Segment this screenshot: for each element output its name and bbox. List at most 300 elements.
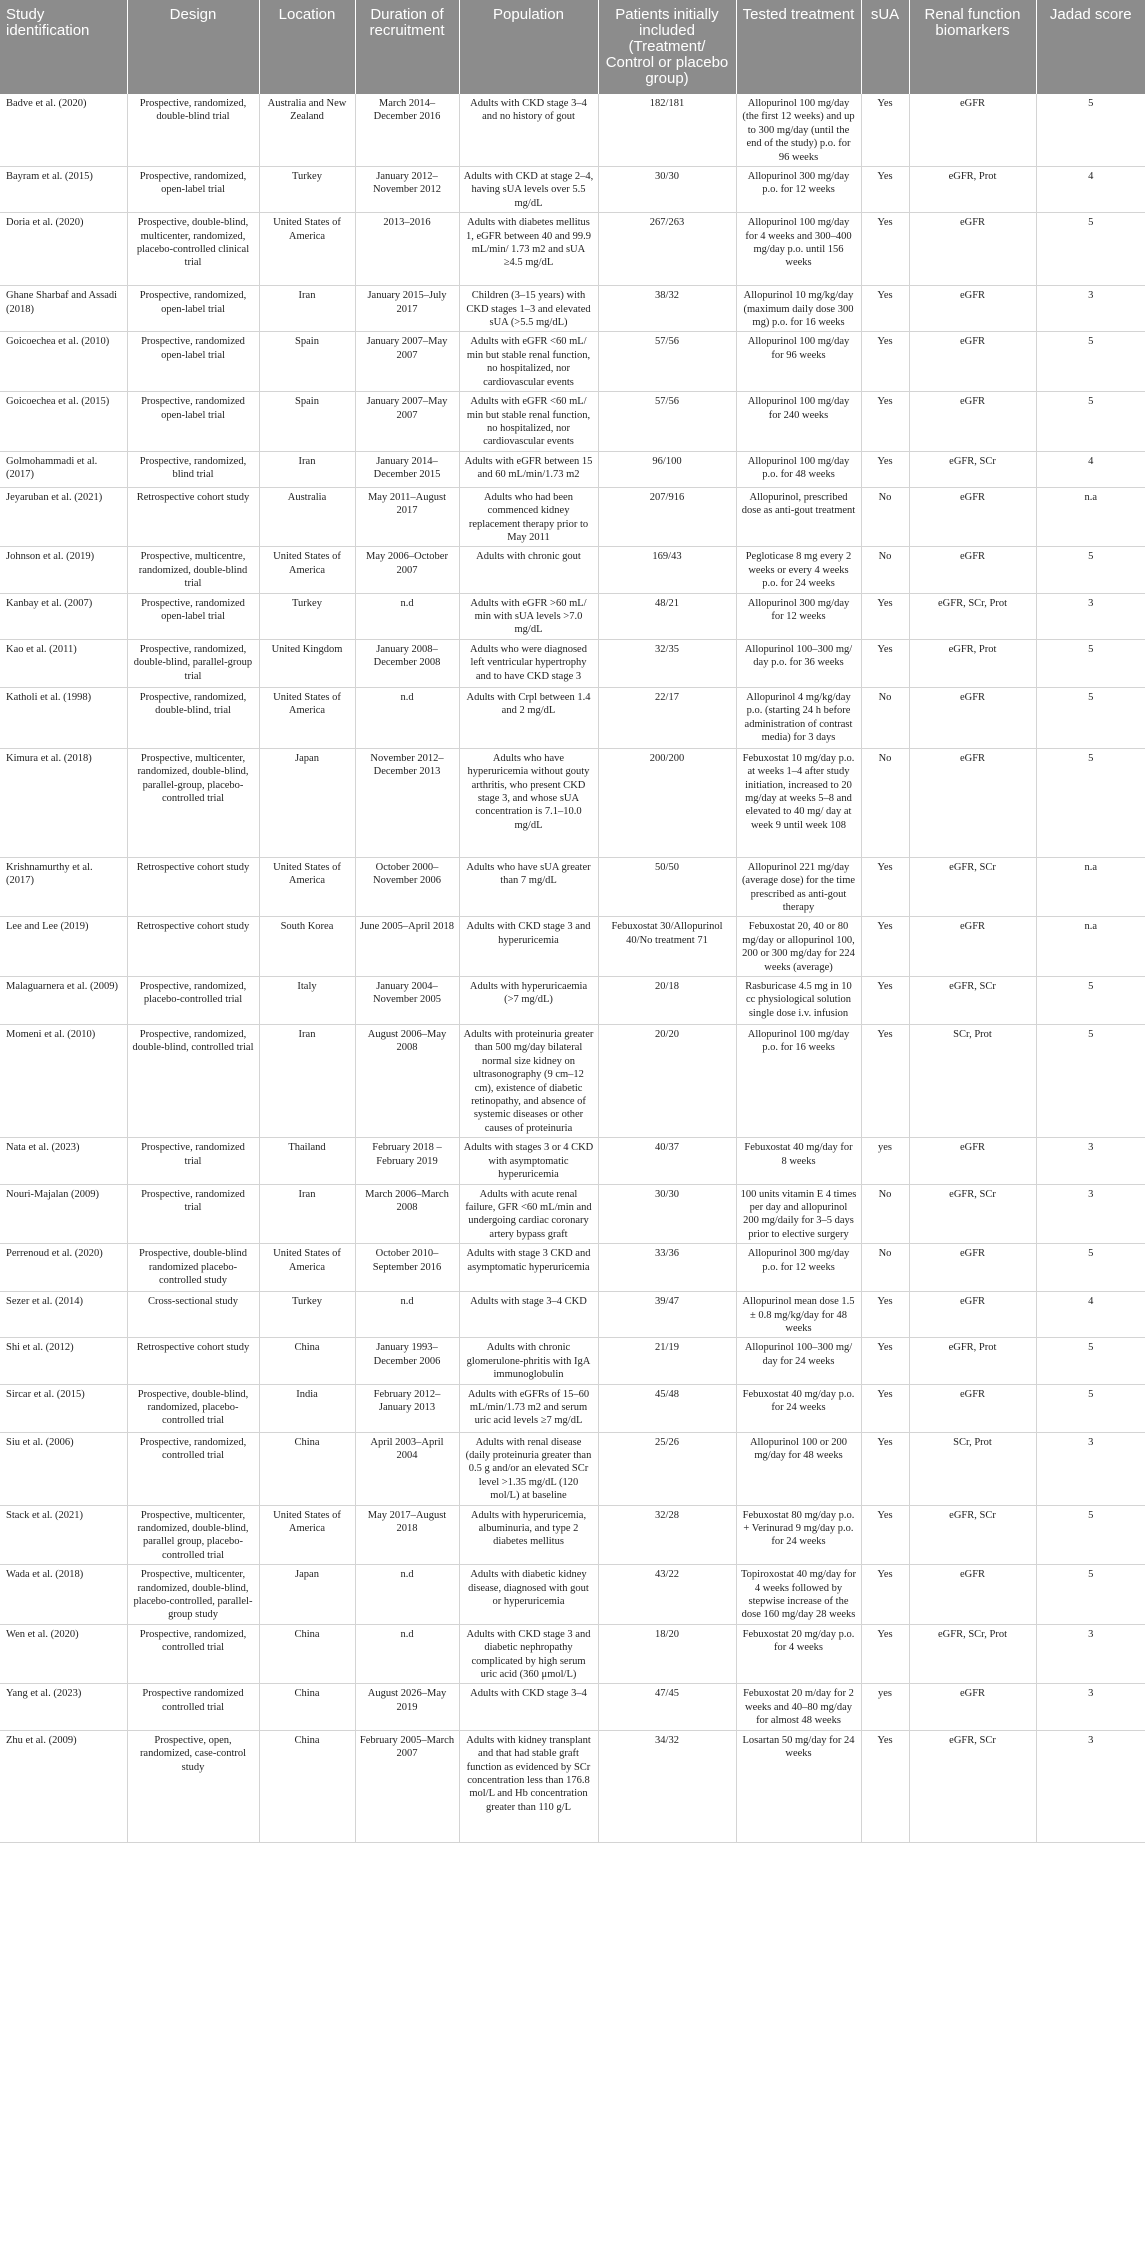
cell-design: Cross-sectional study: [127, 1292, 259, 1338]
cell-sua: Yes: [861, 1338, 909, 1384]
cell-population: Adults with stage 3–4 CKD: [459, 1292, 598, 1338]
cell-design: Prospective, randomized open-label trial: [127, 392, 259, 452]
cell-location: United States of America: [259, 547, 355, 593]
cell-treatment: Rasburicase 4.5 mg in 10 cc physiological solution single dose i.v. infusion: [736, 977, 861, 1025]
cell-population: Adults with eGFRs of 15–60 mL/min/1.73 m2 and serum uric acid levels ≥7 mg/dL: [459, 1384, 598, 1432]
cell-patients: 39/47: [598, 1292, 736, 1338]
cell-patients: 48/21: [598, 593, 736, 639]
cell-renal-biomarkers: eGFR: [909, 1565, 1036, 1625]
cell-patients: 20/18: [598, 977, 736, 1025]
cell-renal-biomarkers: eGFR, SCr: [909, 1184, 1036, 1244]
cell-population: Adults with CKD stage 3–4 and no history of gout: [459, 94, 598, 167]
cell-population: Adults with eGFR <60 mL/ min but stable renal function, no hospitalized, nor cardiovascular events: [459, 332, 598, 392]
cell-population: Adults with Crpl between 1.4 and 2 mg/dL: [459, 687, 598, 748]
cell-study-id: Golmohammadi et al. (2017): [0, 451, 127, 487]
cell-renal-biomarkers: eGFR, SCr: [909, 1730, 1036, 1842]
column-header-renal-biomarkers: Renal function biomarkers: [909, 0, 1036, 94]
cell-treatment: Febuxostat 80 mg/day p.o. + Verinurad 9 mg/day p.o. for 24 weeks: [736, 1505, 861, 1565]
cell-study-id: Sezer et al. (2014): [0, 1292, 127, 1338]
table-row: [0, 1025, 1145, 1138]
cell-patients: 22/17: [598, 687, 736, 748]
cell-treatment: Febuxostat 10 mg/day p.o. at weeks 1–4 after study initiation, increased to 20 mg/day at weeks 5–8 and elevated to 40 mg/ day at week 9 until week 108: [736, 748, 861, 857]
cell-treatment: Allopurinol 300 mg/day for 12 weeks: [736, 593, 861, 639]
cell-patients: 45/48: [598, 1384, 736, 1432]
cell-duration: January 2007–May 2007: [355, 392, 459, 452]
cell-study-id: Zhu et al. (2009): [0, 1730, 127, 1842]
cell-treatment: Febuxostat 40 mg/day for 8 weeks: [736, 1138, 861, 1184]
cell-renal-biomarkers: SCr, Prot: [909, 1025, 1036, 1138]
cell-jadad-score: 5: [1036, 977, 1145, 1025]
cell-jadad-score: 5: [1036, 547, 1145, 593]
cell-location: Australia and New Zealand: [259, 94, 355, 167]
cell-sua: No: [861, 748, 909, 857]
cell-renal-biomarkers: eGFR, Prot: [909, 639, 1036, 687]
cell-population: Adults with eGFR between 15 and 60 mL/min/1.73 m2: [459, 451, 598, 487]
cell-population: Adults with hyperuricemia, albuminuria, and type 2 diabetes mellitus: [459, 1505, 598, 1565]
cell-patients: 40/37: [598, 1138, 736, 1184]
cell-duration: April 2003–April 2004: [355, 1432, 459, 1505]
cell-patients: 96/100: [598, 451, 736, 487]
cell-sua: Yes: [861, 857, 909, 917]
cell-location: Japan: [259, 1565, 355, 1625]
cell-location: Japan: [259, 748, 355, 857]
cell-duration: August 2026–May 2019: [355, 1684, 459, 1730]
cell-duration: October 2000–November 2006: [355, 857, 459, 917]
cell-sua: Yes: [861, 392, 909, 452]
cell-location: United Kingdom: [259, 639, 355, 687]
cell-design: Prospective, randomized, open-label trial: [127, 167, 259, 213]
cell-duration: November 2012–December 2013: [355, 748, 459, 857]
table-row: [0, 593, 1145, 639]
cell-design: Prospective, randomized, controlled trial: [127, 1432, 259, 1505]
cell-population: Adults who have hyperuricemia without gouty arthritis, who present CKD stage 3, and whose sUA concentration is 7.1–10.0 mg/dL: [459, 748, 598, 857]
cell-jadad-score: 5: [1036, 94, 1145, 167]
cell-renal-biomarkers: eGFR, SCr, Prot: [909, 593, 1036, 639]
table-row: [0, 1384, 1145, 1432]
cell-renal-biomarkers: eGFR: [909, 917, 1036, 977]
cell-location: United States of America: [259, 687, 355, 748]
cell-study-id: Johnson et al. (2019): [0, 547, 127, 593]
cell-study-id: Katholi et al. (1998): [0, 687, 127, 748]
cell-treatment: Febuxostat 20 m/day for 2 weeks and 40–80 mg/day for almost 48 weeks: [736, 1684, 861, 1730]
cell-design: Prospective, randomized, open-label trial: [127, 286, 259, 332]
cell-location: China: [259, 1684, 355, 1730]
cell-sua: No: [861, 547, 909, 593]
cell-treatment: Allopurinol 100 mg/day for 96 weeks: [736, 332, 861, 392]
cell-study-id: Lee and Lee (2019): [0, 917, 127, 977]
column-header-treatment: Tested treatment: [736, 0, 861, 94]
cell-jadad-score: 5: [1036, 1025, 1145, 1138]
table-row: [0, 977, 1145, 1025]
cell-population: Adults with proteinuria greater than 500 mg/day bilateral normal size kidney on ultrasonography (9 cm–12 cm), existence of diabetic retinopathy, and absence of systemic diseases or other causes of proteinuria: [459, 1025, 598, 1138]
table-row: [0, 687, 1145, 748]
cell-location: China: [259, 1432, 355, 1505]
cell-renal-biomarkers: SCr, Prot: [909, 1432, 1036, 1505]
cell-location: Turkey: [259, 593, 355, 639]
cell-duration: n.d: [355, 1624, 459, 1684]
cell-sua: yes: [861, 1684, 909, 1730]
cell-design: Prospective, double-blind, multicenter, randomized, placebo-controlled clinical trial: [127, 213, 259, 286]
cell-jadad-score: 3: [1036, 1432, 1145, 1505]
table-row: [0, 1730, 1145, 1842]
cell-treatment: Pegloticase 8 mg every 2 weeks or every 4 weeks p.o. for 24 weeks: [736, 547, 861, 593]
cell-sua: No: [861, 1244, 909, 1292]
cell-jadad-score: 5: [1036, 1338, 1145, 1384]
column-header-location: Location: [259, 0, 355, 94]
cell-sua: Yes: [861, 977, 909, 1025]
cell-treatment: 100 units vitamin E 4 times per day and allopurinol 200 mg/daily for 3–5 days prior to elective surgery: [736, 1184, 861, 1244]
cell-design: Prospective, double-blind, randomized, placebo-controlled trial: [127, 1384, 259, 1432]
cell-renal-biomarkers: eGFR: [909, 392, 1036, 452]
cell-population: Adults with kidney transplant and that had stable graft function as evidenced by SCr concentration less than 176.8 mol/L and Hb concentration greater than 110 g/L: [459, 1730, 598, 1842]
cell-renal-biomarkers: eGFR, Prot: [909, 167, 1036, 213]
table-row: [0, 1184, 1145, 1244]
cell-design: Retrospective cohort study: [127, 917, 259, 977]
cell-duration: January 2015–July 2017: [355, 286, 459, 332]
table-header: [0, 0, 1145, 94]
cell-sua: No: [861, 487, 909, 547]
cell-treatment: Allopurinol 100–300 mg/ day for 24 weeks: [736, 1338, 861, 1384]
cell-location: China: [259, 1624, 355, 1684]
cell-renal-biomarkers: eGFR: [909, 213, 1036, 286]
cell-treatment: Allopurinol mean dose 1.5 ± 0.8 mg/kg/day for 48 weeks: [736, 1292, 861, 1338]
cell-population: Adults with stages 3 or 4 CKD with asymptomatic hyperuricemia: [459, 1138, 598, 1184]
cell-treatment: Febuxostat 20 mg/day p.o. for 4 weeks: [736, 1624, 861, 1684]
cell-design: Prospective, randomized, placebo-controlled trial: [127, 977, 259, 1025]
cell-jadad-score: 5: [1036, 332, 1145, 392]
cell-study-id: Ghane Sharbaf and Assadi (2018): [0, 286, 127, 332]
cell-patients: 20/20: [598, 1025, 736, 1138]
cell-location: Italy: [259, 977, 355, 1025]
cell-sua: Yes: [861, 213, 909, 286]
cell-duration: May 2006–October 2007: [355, 547, 459, 593]
cell-study-id: Jeyaruban et al. (2021): [0, 487, 127, 547]
cell-design: Prospective, randomized, double-blind trial: [127, 94, 259, 167]
cell-design: Retrospective cohort study: [127, 1338, 259, 1384]
cell-renal-biomarkers: eGFR: [909, 748, 1036, 857]
table-row: [0, 451, 1145, 487]
cell-location: Iran: [259, 1184, 355, 1244]
cell-study-id: Stack et al. (2021): [0, 1505, 127, 1565]
cell-design: Prospective, double-blind randomized placebo-controlled study: [127, 1244, 259, 1292]
cell-duration: March 2014–December 2016: [355, 94, 459, 167]
cell-renal-biomarkers: eGFR: [909, 547, 1036, 593]
cell-population: Adults with diabetes mellitus 1, eGFR between 40 and 99.9 mL/min/ 1.73 m2 and sUA ≥4.5 mg/dL: [459, 213, 598, 286]
cell-patients: 57/56: [598, 332, 736, 392]
table-row: [0, 1432, 1145, 1505]
cell-design: Prospective, open, randomized, case-control study: [127, 1730, 259, 1842]
cell-duration: January 1993–December 2006: [355, 1338, 459, 1384]
cell-duration: January 2014–December 2015: [355, 451, 459, 487]
cell-population: Adults with eGFR >60 mL/ min with sUA levels >7.0 mg/dL: [459, 593, 598, 639]
cell-duration: n.d: [355, 687, 459, 748]
table-row: [0, 1138, 1145, 1184]
cell-renal-biomarkers: eGFR, SCr: [909, 977, 1036, 1025]
cell-study-id: Momeni et al. (2010): [0, 1025, 127, 1138]
cell-jadad-score: 4: [1036, 1292, 1145, 1338]
cell-location: United States of America: [259, 1244, 355, 1292]
cell-treatment: Losartan 50 mg/day for 24 weeks: [736, 1730, 861, 1842]
cell-renal-biomarkers: eGFR: [909, 1384, 1036, 1432]
cell-population: Adults with stage 3 CKD and asymptomatic hyperuricemia: [459, 1244, 598, 1292]
cell-treatment: Allopurinol 100 mg/day (the first 12 weeks) and up to 300 mg/day (until the end of the study) p.o. for 96 weeks: [736, 94, 861, 167]
cell-design: Prospective, randomized trial: [127, 1184, 259, 1244]
cell-patients: 34/32: [598, 1730, 736, 1842]
cell-jadad-score: 3: [1036, 593, 1145, 639]
cell-design: Prospective randomized controlled trial: [127, 1684, 259, 1730]
cell-renal-biomarkers: eGFR: [909, 1292, 1036, 1338]
cell-design: Retrospective cohort study: [127, 857, 259, 917]
cell-treatment: Allopurinol 100 mg/day for 4 weeks and 300–400 mg/day p.o. until 156 weeks: [736, 213, 861, 286]
cell-location: Thailand: [259, 1138, 355, 1184]
cell-population: Adults with CKD at stage 2–4, having sUA levels over 5.5 mg/dL: [459, 167, 598, 213]
cell-jadad-score: n.a: [1036, 487, 1145, 547]
cell-patients: 33/36: [598, 1244, 736, 1292]
cell-study-id: Bayram et al. (2015): [0, 167, 127, 213]
cell-population: Children (3–15 years) with CKD stages 1–3 and elevated sUA (>5.5 mg/dL): [459, 286, 598, 332]
cell-patients: 32/35: [598, 639, 736, 687]
cell-renal-biomarkers: eGFR: [909, 687, 1036, 748]
table-row: [0, 1244, 1145, 1292]
cell-treatment: Allopurinol 100 mg/day p.o. for 16 weeks: [736, 1025, 861, 1138]
cell-design: Prospective, randomized trial: [127, 1138, 259, 1184]
cell-treatment: Allopurinol 100 mg/day for 240 weeks: [736, 392, 861, 452]
cell-location: Turkey: [259, 167, 355, 213]
cell-jadad-score: 3: [1036, 1730, 1145, 1842]
cell-study-id: Shi et al. (2012): [0, 1338, 127, 1384]
cell-sua: Yes: [861, 1025, 909, 1138]
cell-jadad-score: 5: [1036, 1244, 1145, 1292]
cell-jadad-score: 5: [1036, 1565, 1145, 1625]
cell-study-id: Wen et al. (2020): [0, 1624, 127, 1684]
cell-study-id: Wada et al. (2018): [0, 1565, 127, 1625]
column-header-study-id: Study identification: [0, 0, 127, 94]
cell-patients: 169/43: [598, 547, 736, 593]
cell-sua: Yes: [861, 167, 909, 213]
cell-treatment: Allopurinol 100–300 mg/ day p.o. for 36 weeks: [736, 639, 861, 687]
cell-study-id: Perrenoud et al. (2020): [0, 1244, 127, 1292]
table-row: [0, 167, 1145, 213]
cell-renal-biomarkers: eGFR, SCr: [909, 1505, 1036, 1565]
cell-patients: 182/181: [598, 94, 736, 167]
cell-location: Iran: [259, 286, 355, 332]
cell-sua: Yes: [861, 286, 909, 332]
cell-treatment: Allopurinol 100 mg/day p.o. for 48 weeks: [736, 451, 861, 487]
cell-design: Prospective, multicenter, randomized, double-blind, parallel group, placebo-controlled trial: [127, 1505, 259, 1565]
cell-duration: June 2005–April 2018: [355, 917, 459, 977]
cell-duration: October 2010–September 2016: [355, 1244, 459, 1292]
cell-jadad-score: 3: [1036, 1684, 1145, 1730]
cell-treatment: Allopurinol 4 mg/kg/day p.o. (starting 24 h before administration of contrast media) for 3 days: [736, 687, 861, 748]
cell-sua: Yes: [861, 451, 909, 487]
cell-duration: May 2011–August 2017: [355, 487, 459, 547]
cell-renal-biomarkers: eGFR, SCr: [909, 857, 1036, 917]
column-header-patients: Patients initially included (Treatment/ Control or placebo group): [598, 0, 736, 94]
cell-study-id: Kao et al. (2011): [0, 639, 127, 687]
cell-design: Prospective, randomized open-label trial: [127, 593, 259, 639]
cell-duration: February 2012–January 2013: [355, 1384, 459, 1432]
cell-location: India: [259, 1384, 355, 1432]
table-row: [0, 332, 1145, 392]
cell-jadad-score: 3: [1036, 286, 1145, 332]
cell-duration: January 2004–November 2005: [355, 977, 459, 1025]
cell-duration: February 2018 –February 2019: [355, 1138, 459, 1184]
cell-patients: 38/32: [598, 286, 736, 332]
cell-sua: No: [861, 1184, 909, 1244]
cell-sua: Yes: [861, 1624, 909, 1684]
cell-population: Adults with chronic glomerulone-phritis with IgA immunoglobulin: [459, 1338, 598, 1384]
cell-renal-biomarkers: eGFR: [909, 332, 1036, 392]
cell-jadad-score: 5: [1036, 748, 1145, 857]
cell-jadad-score: 5: [1036, 1384, 1145, 1432]
cell-jadad-score: 3: [1036, 1138, 1145, 1184]
cell-jadad-score: 3: [1036, 1184, 1145, 1244]
table-row: [0, 1684, 1145, 1730]
cell-duration: January 2008–December 2008: [355, 639, 459, 687]
column-header-design: Design: [127, 0, 259, 94]
cell-design: Prospective, randomized open-label trial: [127, 332, 259, 392]
cell-patients: 47/45: [598, 1684, 736, 1730]
cell-design: Prospective, randomized, double-blind, parallel-group trial: [127, 639, 259, 687]
cell-jadad-score: 5: [1036, 213, 1145, 286]
cell-sua: Yes: [861, 1292, 909, 1338]
cell-renal-biomarkers: eGFR: [909, 1244, 1036, 1292]
cell-sua: Yes: [861, 1565, 909, 1625]
cell-treatment: Allopurinol, prescribed dose as anti-gout treatment: [736, 487, 861, 547]
cell-jadad-score: 5: [1036, 687, 1145, 748]
cell-study-id: Nata et al. (2023): [0, 1138, 127, 1184]
cell-patients: 18/20: [598, 1624, 736, 1684]
cell-treatment: Topiroxostat 40 mg/day for 4 weeks followed by stepwise increase of the dose 160 mg/day 28 weeks: [736, 1565, 861, 1625]
cell-location: United States of America: [259, 1505, 355, 1565]
table-row: [0, 547, 1145, 593]
cell-design: Prospective, multicenter, randomized, double-blind, parallel-group, placebo-controlled trial: [127, 748, 259, 857]
cell-renal-biomarkers: eGFR: [909, 94, 1036, 167]
table-row: [0, 1292, 1145, 1338]
table-row: [0, 286, 1145, 332]
cell-duration: March 2006–March 2008: [355, 1184, 459, 1244]
cell-treatment: Febuxostat 40 mg/day p.o. for 24 weeks: [736, 1384, 861, 1432]
cell-location: Spain: [259, 392, 355, 452]
cell-sua: Yes: [861, 1730, 909, 1842]
table-row: [0, 857, 1145, 917]
cell-population: Adults with diabetic kidney disease, diagnosed with gout or hyperuricemia: [459, 1565, 598, 1625]
cell-study-id: Siu et al. (2006): [0, 1432, 127, 1505]
cell-treatment: Allopurinol 221 mg/day (average dose) for the time prescribed as anti-gout therapy: [736, 857, 861, 917]
table-row: [0, 1565, 1145, 1625]
cell-study-id: Malaguarnera et al. (2009): [0, 977, 127, 1025]
cell-study-id: Krishnamurthy et al. (2017): [0, 857, 127, 917]
cell-location: Australia: [259, 487, 355, 547]
cell-location: Turkey: [259, 1292, 355, 1338]
cell-location: China: [259, 1730, 355, 1842]
cell-location: Iran: [259, 1025, 355, 1138]
cell-treatment: Allopurinol 100 or 200 mg/day for 48 weeks: [736, 1432, 861, 1505]
cell-renal-biomarkers: eGFR, SCr: [909, 451, 1036, 487]
cell-location: China: [259, 1338, 355, 1384]
column-header-sua: sUA: [861, 0, 909, 94]
cell-patients: 57/56: [598, 392, 736, 452]
cell-treatment: Febuxostat 20, 40 or 80 mg/day or allopurinol 100, 200 or 300 mg/day for 224 weeks (average): [736, 917, 861, 977]
cell-treatment: Allopurinol 10 mg/kg/day (maximum daily dose 300 mg) p.o. for 16 weeks: [736, 286, 861, 332]
cell-jadad-score: 4: [1036, 167, 1145, 213]
cell-study-id: Goicoechea et al. (2015): [0, 392, 127, 452]
cell-jadad-score: 3: [1036, 1624, 1145, 1684]
cell-duration: January 2012–November 2012: [355, 167, 459, 213]
table-row: [0, 94, 1145, 167]
cell-sua: yes: [861, 1138, 909, 1184]
table-row: [0, 1505, 1145, 1565]
column-header-jadad-score: Jadad score: [1036, 0, 1145, 94]
cell-renal-biomarkers: eGFR, Prot: [909, 1338, 1036, 1384]
table-row: [0, 917, 1145, 977]
cell-patients: 200/200: [598, 748, 736, 857]
cell-patients: Febuxostat 30/Allopurinol 40/No treatment 71: [598, 917, 736, 977]
cell-sua: Yes: [861, 1505, 909, 1565]
cell-study-id: Nouri-Majalan (2009): [0, 1184, 127, 1244]
cell-duration: 2013–2016: [355, 213, 459, 286]
table-row: [0, 392, 1145, 452]
cell-population: Adults with chronic gout: [459, 547, 598, 593]
cell-population: Adults with hyperuricaemia (>7 mg/dL): [459, 977, 598, 1025]
cell-treatment: Allopurinol 300 mg/day p.o. for 12 weeks: [736, 167, 861, 213]
cell-sua: Yes: [861, 1384, 909, 1432]
cell-location: South Korea: [259, 917, 355, 977]
cell-jadad-score: 5: [1036, 1505, 1145, 1565]
table-row: [0, 639, 1145, 687]
cell-patients: 25/26: [598, 1432, 736, 1505]
cell-design: Prospective, randomized, controlled trial: [127, 1624, 259, 1684]
table-body: [0, 94, 1145, 1842]
cell-duration: May 2017–August 2018: [355, 1505, 459, 1565]
cell-location: Spain: [259, 332, 355, 392]
cell-sua: Yes: [861, 917, 909, 977]
cell-location: United States of America: [259, 213, 355, 286]
cell-duration: February 2005–March 2007: [355, 1730, 459, 1842]
cell-sua: Yes: [861, 593, 909, 639]
cell-design: Prospective, multicentre, randomized, double-blind trial: [127, 547, 259, 593]
cell-design: Prospective, randomized, double-blind, trial: [127, 687, 259, 748]
table-row: [0, 213, 1145, 286]
cell-patients: 21/19: [598, 1338, 736, 1384]
cell-sua: Yes: [861, 1432, 909, 1505]
cell-design: Prospective, multicenter, randomized, double-blind, placebo-controlled, parallel-group study: [127, 1565, 259, 1625]
cell-study-id: Doria et al. (2020): [0, 213, 127, 286]
cell-population: Adults with CKD stage 3–4: [459, 1684, 598, 1730]
cell-sua: No: [861, 687, 909, 748]
cell-population: Adults who were diagnosed left ventricular hypertrophy and to have CKD stage 3: [459, 639, 598, 687]
table-row: [0, 1624, 1145, 1684]
cell-sua: Yes: [861, 332, 909, 392]
cell-population: Adults who had been commenced kidney replacement therapy prior to May 2011: [459, 487, 598, 547]
cell-jadad-score: n.a: [1036, 857, 1145, 917]
cell-renal-biomarkers: eGFR: [909, 487, 1036, 547]
cell-patients: 267/263: [598, 213, 736, 286]
cell-duration: n.d: [355, 1565, 459, 1625]
cell-study-id: Kanbay et al. (2007): [0, 593, 127, 639]
cell-jadad-score: 5: [1036, 639, 1145, 687]
cell-renal-biomarkers: eGFR: [909, 1684, 1036, 1730]
cell-design: Prospective, randomized, double-blind, controlled trial: [127, 1025, 259, 1138]
cell-duration: n.d: [355, 593, 459, 639]
cell-jadad-score: 5: [1036, 392, 1145, 452]
cell-study-id: Sircar et al. (2015): [0, 1384, 127, 1432]
cell-population: Adults with acute renal failure, GFR <60 mL/min and undergoing cardiac coronary artery bypass graft: [459, 1184, 598, 1244]
cell-patients: 30/30: [598, 1184, 736, 1244]
cell-study-id: Yang et al. (2023): [0, 1684, 127, 1730]
cell-patients: 50/50: [598, 857, 736, 917]
cell-patients: 30/30: [598, 167, 736, 213]
